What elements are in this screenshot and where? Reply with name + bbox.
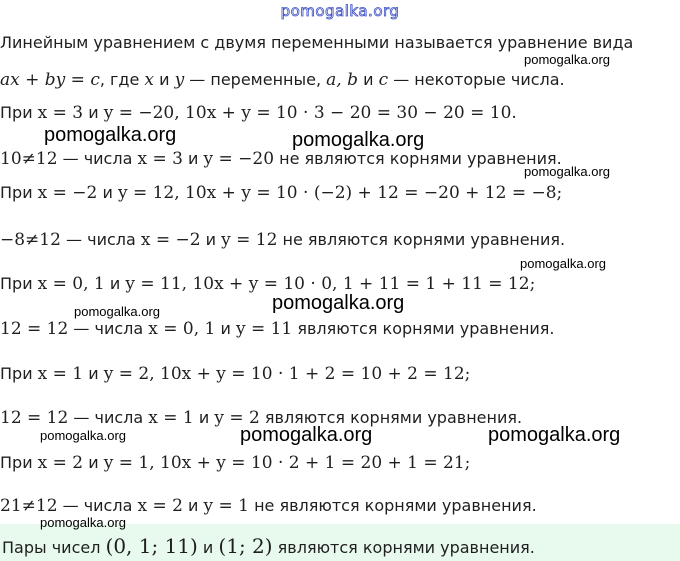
watermark: pomogalka.org [524,52,610,67]
conclusion-line-5: 21≠12 — числа x = 2 и y = 1 не являются корнями уравнения. [0,496,537,516]
watermark: pomogalka.org [292,129,425,151]
watermark: pomogalka.org [272,292,405,314]
equation-general: ax + by = c [0,70,100,90]
watermark: pomogalka.org [44,124,177,146]
site-title: pomogalka.org [280,2,400,20]
watermark: pomogalka.org [520,256,606,271]
watermark: pomogalka.org [74,304,160,319]
watermark: pomogalka.org [240,424,373,446]
check-line-1: При x = 3 и y = −20, 10x + y = 10 · 3 − 20 = 30 − 20 = 10. [0,103,517,123]
watermark: pomogalka.org [40,428,126,443]
check-line-2: При x = −2 и y = 12, 10x + y = 10 · (−2) + 12 = −20 + 12 = −8; [0,183,563,203]
conclusion-line-3: 12 = 12 — числа x = 0, 1 и y = 11 являются корнями уравнения. [0,319,555,339]
check-line-3: При x = 0, 1 и y = 11, 10x + y = 10 · 0, 1 + 11 = 1 + 11 = 12; [0,274,536,294]
conclusion-line-2: −8≠12 — числа x = −2 и y = 12 не являются корнями уравнения. [0,230,566,250]
check-line-5: При x = 2 и y = 1, 10x + y = 10 · 2 + 1 = 20 + 1 = 21; [0,453,471,473]
check-line-4: При x = 1 и y = 2, 10x + y = 10 · 1 + 2 = 10 + 2 = 12; [0,364,471,384]
definition-line-2: ax + by = c, где x и y — переменные, a, b и c — некоторые числа. [0,70,565,90]
conclusion-line-4: 12 = 12 — числа x = 1 и y = 2 являются корнями уравнения. [0,408,523,428]
watermark: pomogalka.org [524,164,610,179]
watermark: pomogalka.org [488,424,621,446]
watermark: pomogalka.org [40,515,126,530]
answer-text: Пары чисел (0, 1; 11) и (1; 2) являются корнями уравнения. [2,534,535,558]
definition-line-1: Линейным уравнением с двумя переменными называется уравнение вида [0,33,634,52]
conclusion-line-1: 10≠12 — числа x = 3 и y = −20 не являются корнями уравнения. [0,149,562,169]
